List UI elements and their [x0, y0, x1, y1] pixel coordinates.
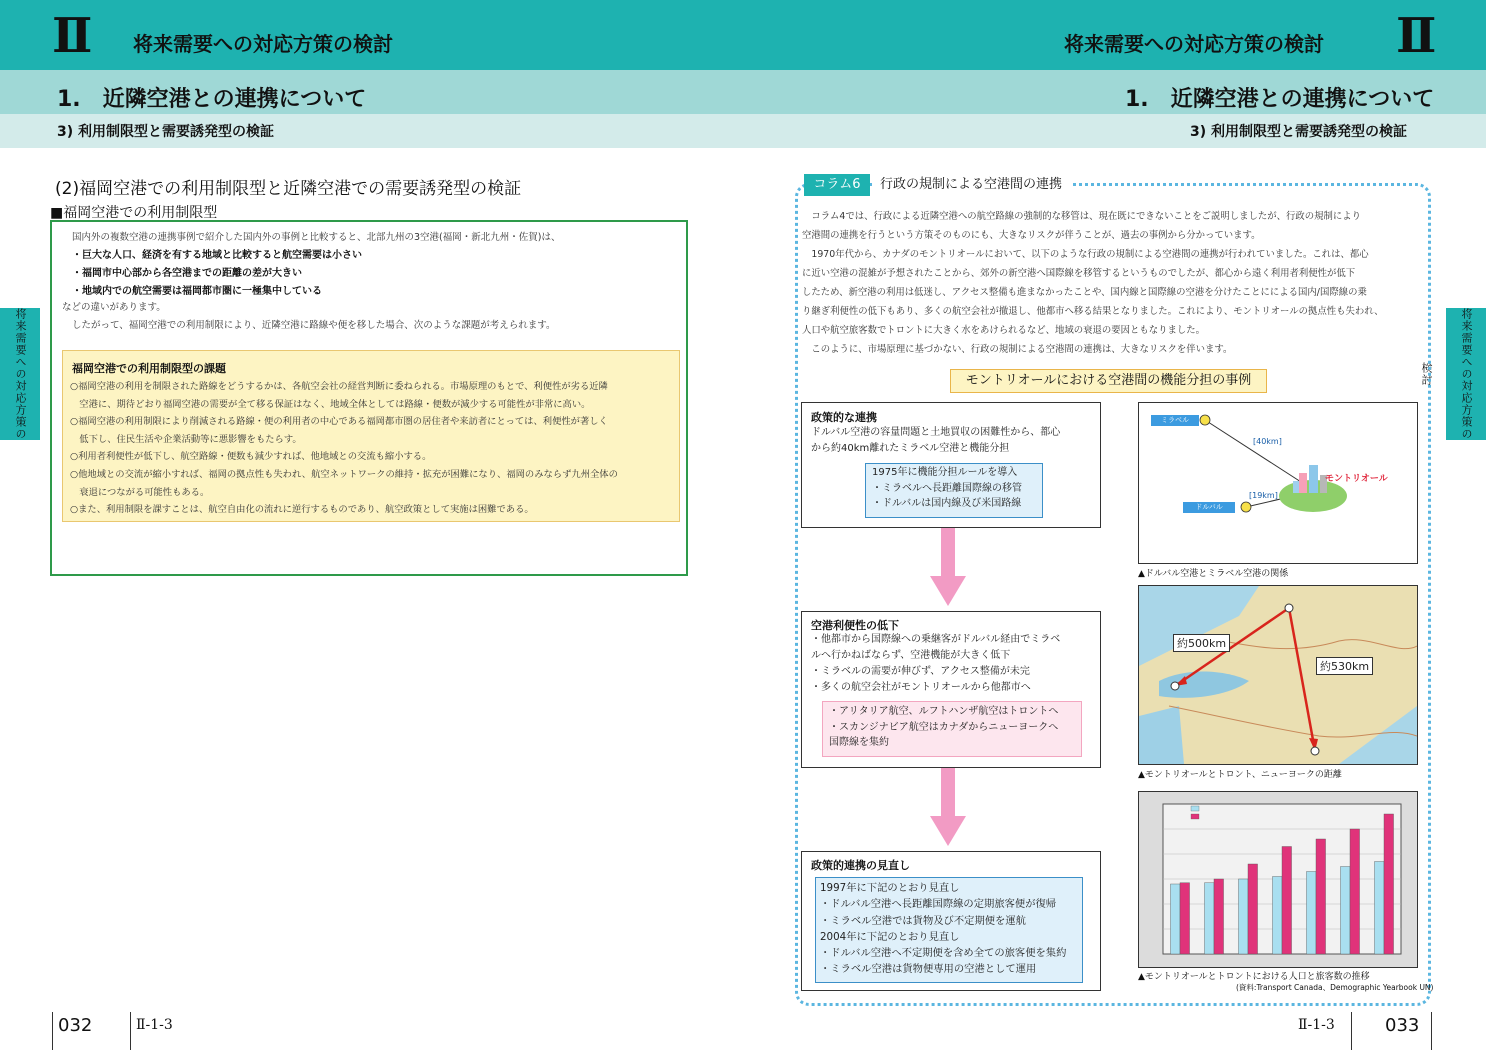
population-passenger-chart [1139, 792, 1417, 967]
flow-line: ・他都市から国際線への乗継客がドルバル経由でミラベ [811, 634, 1061, 645]
left-subheading: ■福岡空港での利用制限型 [50, 205, 218, 221]
footer-rule [130, 1012, 131, 1050]
paragraph-line: 空港間の連携を行うという方策そのものにも、大きなリスクが伴うことが、過去の事例から分かっています。 [802, 230, 1261, 241]
footer-rule [52, 1012, 53, 1050]
chart-bar [1282, 847, 1292, 955]
column-title: 行政の規制による空港間の連携 [872, 174, 1070, 196]
chapter-numeral-left: Ⅱ [52, 8, 89, 64]
chart-bar [1306, 872, 1316, 955]
section-title-right: 1. 近隣空港との連携について [1125, 87, 1435, 112]
paragraph-line: り継ぎ利便性の低下もあり、多くの航空会社が撤退し、他都市へ移る結果となりました。これにより、モントリオールの拠点性も失われ、 [802, 306, 1384, 317]
issue-line: ○福岡空港の利用を制限された路線をどうするかは、各航空会社の経営判断に委ねられる。市場原理のもとで、利便性が劣る近隣 [70, 381, 608, 392]
label-40km: [40km] [1253, 437, 1282, 446]
flow-line: ・多くの航空会社がモントリオールから他都市へ [811, 682, 1031, 693]
chart-bar [1350, 829, 1360, 954]
figure-caption: ▲モントリオールとトロントにおける人口と旅客数の推移 [1138, 972, 1370, 982]
footer-rule [1351, 1012, 1352, 1050]
chart-bar [1374, 862, 1384, 955]
column-label: コラム6 [804, 174, 870, 196]
paragraph-line: 1970年代から、カナダのモントリオールにおいて、以下のような行政の規制による空港間の連携が行われていました。これは、都心 [802, 249, 1369, 260]
chapter-numeral-right: Ⅱ [1396, 8, 1433, 64]
chart-bar [1204, 883, 1214, 954]
left-bullet: ・地域内での航空需要は福岡都市圏に一極集中している [72, 286, 322, 297]
issue-line: ○また、利用制限を課すことは、航空自由化の流れに逆行するものであり、航空政策として実施は困難である。 [70, 504, 534, 516]
flow-inner-line: ・ドルバル空港へ長距離国際線の定期旅客便が復帰 [820, 898, 1057, 911]
flow-arrow-down-icon [930, 768, 966, 848]
issue-box-lines [70, 378, 618, 519]
label-530km: 約530km [1316, 657, 1373, 675]
flow-inner-line: ・アリタリア航空、ルフトハンザ航空はトロントへ [829, 706, 1059, 717]
figure-airport-relation [1138, 402, 1418, 564]
left-after-bullets: などの違いがあります。 [62, 302, 166, 313]
flow-inner-line: ・ミラベルへ長距離国際線の移管 [872, 482, 1022, 494]
paragraph-line: に近い空港の混雑が予想されたことから、郊外の新空港へ国際線を移管するというものでしたが、都心から遠く利用者利便性が低下 [802, 268, 1356, 279]
flow-inner-line: ・ミラベル空港では貨物及び不定期便を運航 [820, 914, 1026, 927]
case-banner: モントリオールにおける空港間の機能分担の事例 [950, 369, 1267, 393]
flow-line: ドルバル空港の容量問題と土地買収の困難性から、都心 [811, 427, 1061, 438]
chart-bar [1384, 814, 1394, 954]
chart-bar [1180, 883, 1190, 954]
side-tab-right: 将来需要への対応方策の検討 [1446, 308, 1486, 440]
left-intro: 国内外の複数空港の連携事例で紹介した国内外の事例と比較すると、北部九州の3空港(福岡・新北九州・佐賀)は、 [72, 232, 561, 243]
flow-inner-line: ・ミラベル空港は貨物便専用の空港として運用 [820, 963, 1037, 976]
paragraph-line: このように、市場原理に基づかない、行政の規制による空港間の連携は、大きなリスクを伴います。 [802, 344, 1233, 355]
flow-inner-line: 2004年に下記のとおり見直し [820, 930, 960, 943]
left-conclusion: したがって、福岡空港での利用制限により、近隣空港に路線や便を移した場合、次のような課題が考えられます。 [72, 320, 556, 331]
left-bullet: ・巨大な人口、経済を有する地域と比較すると航空需要は小さい [72, 250, 362, 261]
flow-inner-line: 1997年に下記のとおり見直し [820, 882, 960, 894]
flow-inner-policy [865, 463, 1043, 518]
map-illustration [1139, 586, 1417, 764]
chapter-title-left: 将来需要への対応方策の検討 [133, 32, 393, 56]
paragraph-line: したため、新空港の利用は低迷し、アクセス整備も進まなかったことや、国内線と国際線の空港を分けたことにによる国内/国際線の乗 [802, 287, 1367, 298]
label-19km: [19km] [1249, 491, 1278, 500]
flow-text-convenience [811, 632, 1060, 696]
label-mirabel: ミラベル [1151, 415, 1199, 426]
flow-inner-line: 1975年に機能分担ルールを導入 [872, 467, 1018, 478]
flow-inner-review [815, 877, 1083, 983]
left-bullet: ・福岡市中心部から各空港までの距離の差が大きい [72, 268, 302, 279]
subsection-title-right: 3) 利用制限型と需要誘発型の検証 [1190, 124, 1408, 140]
flow-inner-line: 国際線を集約 [829, 737, 889, 748]
paragraph-line: コラム4では、行政による近隣空港への航空路線の強制的な移管は、現在既にできないことをご説明しましたが、行政の規制により [802, 211, 1362, 222]
figure-caption: ▲ドルバル空港とミラベル空港の関係 [1138, 569, 1289, 579]
page-number-right: 033 [1385, 1015, 1420, 1036]
side-tab-left: 将来需要への対応方策の [0, 308, 40, 440]
flow-title-convenience: 空港利便性の低下 [811, 619, 899, 632]
page-number-left: 032 [58, 1015, 93, 1036]
chart-bar [1248, 864, 1258, 954]
chart-bar [1238, 879, 1248, 954]
chart-bar [1170, 884, 1180, 954]
flow-inner-line: ・スカンジナビア航空はカナダからニューヨークへ [829, 721, 1059, 733]
issue-line: ○福岡空港の利用制限により削減される路線・便の利用者の中心である福岡都市圏の居住者や来訪者にとっては、利便性が著しく [70, 416, 608, 428]
flow-inner-line: ・ドルバルは国内線及び米国路線 [872, 498, 1022, 509]
label-500km: 約500km [1173, 634, 1230, 652]
label-dorval: ドルバル [1183, 502, 1235, 513]
chart-bar [1272, 877, 1282, 955]
flow-title-policy: 政策的な連携 [811, 411, 877, 424]
flow-line: から約40km離れたミラベル空港と機能分担 [811, 443, 1010, 454]
flow-text-policy [811, 425, 1060, 457]
issue-box-title: 福岡空港での利用制限型の課題 [72, 362, 226, 375]
issue-line: ○他地域との交流が縮小すれば、福岡の拠点性も失われ、航空ネットワークの維持・拡充が困難になり、福岡のみならず九州全体の [70, 468, 618, 480]
figure-source: (資料:Transport Canada、Demographic Yearbook UN) [1236, 983, 1434, 992]
subsection-title-left: 3) 利用制限型と需要誘発型の検証 [57, 124, 275, 140]
flow-arrow-down-icon [930, 528, 966, 608]
chapter-title-right: 将来需要への対応方策の検討 [1064, 32, 1324, 56]
column-paragraph [802, 207, 1384, 359]
footer-rule [1431, 1012, 1432, 1050]
issue-line: 空港に、期待どおり福岡空港の需要が全て移る保証はなく、地域全体としては路線・便数が減少する可能性が非常に高い。 [70, 398, 591, 410]
chart-bar [1316, 839, 1326, 954]
issue-line: 低下し、住民生活や企業活動等に悪影響をもたらす。 [70, 433, 302, 445]
flow-inner-line: ・ドルバル空港へ不定期便を含め全ての旅客便を集約 [820, 947, 1067, 960]
page-section-left: Ⅱ-1-3 [136, 1017, 173, 1033]
left-section-heading: (2)福岡空港での利用制限型と近隣空港での需要誘発型の検証 [55, 179, 522, 199]
label-montreal: モントリオール [1325, 474, 1388, 484]
issue-line: 衰退につながる可能性もある。 [70, 486, 210, 498]
chart-bar [1214, 879, 1224, 954]
figure-caption: ▲モントリオールとトロント、ニューヨークの距離 [1138, 770, 1342, 780]
section-title-left: 1. 近隣空港との連携について [57, 87, 367, 112]
issue-line: ○利用者利便性が低下し、航空路線・便数も減少すれば、他地域との交流も縮小する。 [70, 451, 432, 463]
page-section-right: Ⅱ-1-3 [1298, 1017, 1335, 1033]
figure-chart [1138, 791, 1418, 968]
chart-legend-swatch [1191, 814, 1199, 819]
flow-inner-convenience [822, 701, 1082, 757]
flow-title-review: 政策的連携の見直し [811, 859, 910, 872]
figure-map [1138, 585, 1418, 765]
chart-bar [1340, 867, 1350, 955]
chart-legend-swatch [1191, 806, 1199, 811]
paragraph-line: 人口や航空旅客数でトロントに大きく水をあけられるなど、地域の衰退の要因ともなりました。 [802, 325, 1205, 336]
flow-line: ルへ行かねばならず、空港機能が大きく低下 [811, 650, 1011, 661]
flow-line: ・ミラベルの需要が伸びず、アクセス整備が未完 [811, 666, 1030, 677]
